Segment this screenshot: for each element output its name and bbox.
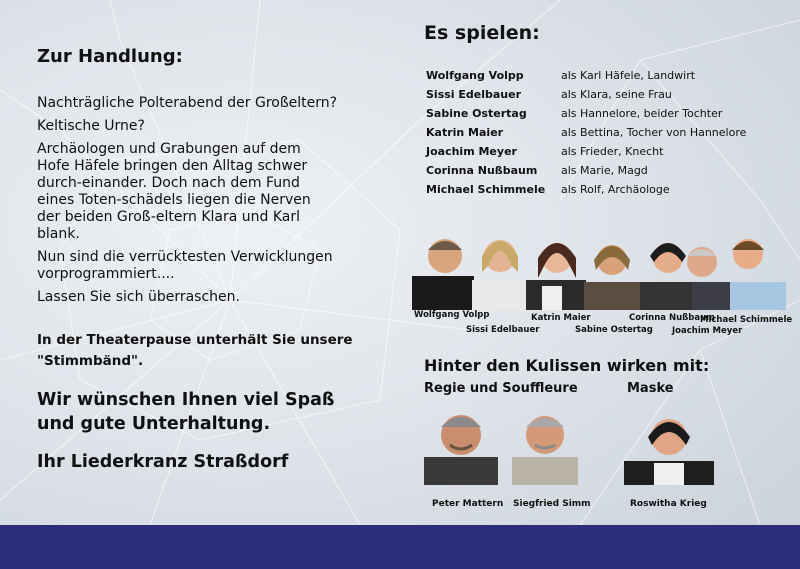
cast-role: als Marie, Magd [561,164,648,177]
crew-name: Roswitha Krieg [630,499,707,509]
cast-row [426,161,746,180]
cast-role: als Frieder, Knecht [561,145,664,158]
crew-name: Siegfried Simm [513,499,591,509]
pause-line: In der Theaterpause unterhält Sie unsere [37,332,353,348]
plot-paragraph: Archäologen und Grabungen auf dem Hofe Häfele bringen den Alltag schwer durch-einander. Doch nach dem Fund eines Toten-schädels liegen die Nerven der beiden Groß-eltern Klara und Karl blank. [37,141,311,242]
cast-role: als Bettina, Tocher von Hannelore [561,126,747,139]
wish-line: und gute Unterhaltung. [37,414,271,434]
cast-name: Katrin Maier [426,126,504,139]
plot-paragraph: Nachträgliche Polterabend der Großeltern? [37,95,338,111]
plot-paragraph: Lassen Sie sich überraschen. [37,289,240,305]
footer-bar [0,525,800,569]
photo-caption: Sabine Ostertag [575,325,653,335]
plot-paragraph: Keltische Urne? [37,118,145,134]
cast-name: Corinna Nußbaum [426,164,538,177]
cast-row [426,142,746,161]
person-silhouette [640,243,694,310]
signoff: Ihr Liederkranz Straßdorf [37,452,289,472]
photo-caption: Wolfgang Volpp [414,310,490,320]
cast-row [426,85,746,104]
cast-list [426,66,746,199]
person-silhouette [472,240,528,310]
cast-name: Wolfgang Volpp [426,69,524,82]
photo-caption: Katrin Maier [531,313,591,323]
person-silhouette [730,239,786,310]
photo-caption: Michael Schimmele [700,315,793,325]
photo-caption: Joachim Meyer [672,326,743,336]
cast-name: Sabine Ostertag [426,107,527,120]
crew-portrait [424,405,498,485]
crew-group-label: Regie und Souffleure [424,381,578,396]
cast-row [426,104,746,123]
cast-title: Es spielen: [424,22,540,44]
crew-portrait [512,405,578,485]
cast-row [426,180,746,199]
cast-role: als Hannelore, beider Tochter [561,107,723,120]
cast-name: Joachim Meyer [426,145,517,158]
person-silhouette [412,239,474,310]
cast-name: Michael Schimmele [426,183,546,196]
plot-section [37,46,377,474]
plot-heading: Zur Handlung: [37,46,183,67]
cast-role: als Klara, seine Frau [561,88,672,101]
cast-row [426,123,746,142]
crew-portrait [624,405,714,485]
pause-line: "Stimmbänd". [37,353,144,369]
plot-paragraph: Nun sind die verrücktesten Verwicklungen vorprogrammiert.... [37,249,333,282]
cast-row [426,66,746,85]
wish-line: Wir wünschen Ihnen viel Spaß [37,390,335,410]
photo-caption: Corinna Nußbaum [629,313,715,323]
person-silhouette [584,245,642,310]
person-silhouette [526,243,586,310]
cast-role: als Karl Häfele, Landwirt [561,69,696,82]
cast-name: Sissi Edelbauer [426,88,522,101]
crew-name: Peter Mattern [432,499,504,509]
cast-role: als Rolf, Archäologe [561,183,670,196]
crew-group-label: Maske [627,381,674,396]
crew-heading: Hinter den Kulissen wirken mit: [424,356,710,375]
photo-caption: Sissi Edelbauer [466,325,540,335]
cast-group-photo [412,226,786,310]
